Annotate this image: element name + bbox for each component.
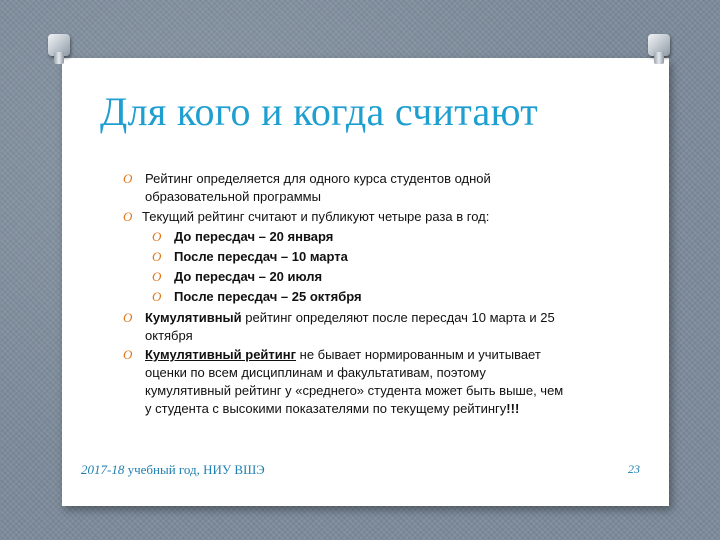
bullet-icon: O (123, 310, 133, 325)
emphasis-text: Кумулятивный (145, 310, 242, 325)
list-item-line: Рейтинг определяется для одного курса студентов одной (145, 171, 491, 186)
list-item-line (145, 400, 519, 418)
list-item-line: кумулятивный рейтинг у «среднего» студента может быть выше, чем (145, 383, 564, 398)
pushpin-right-icon (648, 34, 670, 64)
footer-text: учебный год, НИУ ВШЭ (124, 462, 265, 477)
list-item-line: октября (145, 328, 193, 343)
list-item-text: не бывает нормированным и учитывает (296, 347, 541, 362)
slide-title: Для кого и когда считают (100, 89, 539, 134)
sub-list-item: После пересдач – 25 октября (174, 289, 362, 304)
bullet-icon: O (123, 209, 133, 224)
sub-bullet-icon: O (152, 249, 162, 264)
list-item-line (145, 346, 541, 364)
list-item-text: рейтинг определяют после пересдач 10 марта и 25 (241, 310, 555, 325)
list-item-line: Текущий рейтинг считают и публикуют четыре раза в год: (142, 209, 490, 224)
emphasis-text: !!! (506, 401, 520, 416)
sub-list-item: До пересдач – 20 июля (174, 269, 323, 284)
sub-bullet-icon: O (152, 289, 162, 304)
list-item-text: у студента с высокими показателями по текущему рейтингу (145, 401, 507, 416)
sub-bullet-icon: O (152, 269, 162, 284)
list-item-line: образовательной программы (145, 189, 321, 204)
pushpin-left-icon (48, 34, 70, 64)
bullet-icon: O (123, 347, 133, 362)
list-item-line: оценки по всем дисциплинам и факультативам, поэтому (145, 365, 486, 380)
footer-year: 2017-18 (81, 462, 125, 477)
bullet-icon: O (123, 171, 133, 186)
sub-list-item: После пересдач – 10 марта (174, 249, 348, 264)
slide-footer (81, 462, 265, 478)
sub-bullet-icon: O (152, 229, 162, 244)
slide-number: 23 (628, 462, 640, 476)
sub-list-item: До пересдач – 20 января (174, 229, 334, 244)
emphasis-text: Кумулятивный рейтинг (145, 347, 297, 362)
list-item-line (145, 309, 555, 327)
